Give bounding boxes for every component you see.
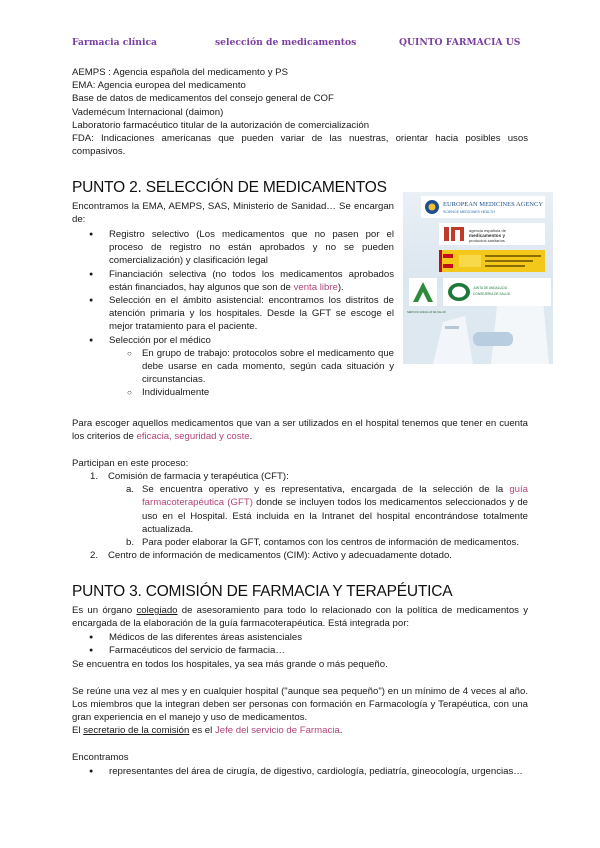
page-header <box>72 36 532 50</box>
sub-bullets <box>72 347 394 400</box>
list-text: Centro de información de medicamentos (CIM): Activo y adecuadamente dotado. <box>108 550 452 562</box>
abbreviations-list <box>72 66 528 158</box>
list-item <box>72 268 394 294</box>
section-title-punto2: PUNTO 2. SELECCIÓN DE MEDICAMENTOS <box>72 179 387 196</box>
list-item <box>72 644 528 657</box>
abbr-line: AEMPS : Agencia española del medicamento y PS <box>72 67 288 78</box>
bullet-text: Selección en el ámbito asistencial: encontramos los distritos de atención primaria y los hospitales. Desde la GFT se escoge el mejor tratamiento para el paciente. <box>109 295 394 333</box>
punto3-intro <box>72 604 528 630</box>
header-course: QUINTO FARMACIA US <box>399 37 521 48</box>
everywhere-paragraph: Se encuentra en todos los hospitales, ya sea más grande o más pequeño. <box>72 659 388 670</box>
sub-bullet-text: En grupo de trabajo: protocolos sobre el medicamento que debe usarse en cada momento, según cada situación y circunstancias. <box>142 347 394 386</box>
list-item <box>72 765 528 778</box>
process-intro: Participan en este proceso: <box>72 458 189 469</box>
list-item <box>72 386 394 399</box>
list-item <box>72 483 528 536</box>
paragraph-text: Para escoger aquellos medicamentos que van a ser utilizados en el hospital tenemos que tener en cuenta los criterios de <box>72 418 528 443</box>
junta-logo-text: CONSEJERÍA DE SALUD <box>473 292 511 296</box>
process-list <box>72 470 528 562</box>
sas-logo-caption: SERVICIO ANDALUZ DE SALUD <box>407 311 446 314</box>
paragraph-text: . <box>249 431 253 443</box>
found-heading: Encontramos <box>72 752 129 763</box>
list-item <box>72 536 528 549</box>
list-item <box>72 631 528 644</box>
abbr-line: Laboratorio farmacéutico titular de la autorización de comercialización <box>72 119 370 131</box>
list-text: donde se incluyen todos los medicamentos seleccionados y de uso en el Hospital. Está incluida en la Intranet del hospital encontrándose totalmente actualizada. <box>142 497 528 535</box>
ema-logo-tagline: SCIENCE MEDICINES HEALTH <box>443 210 495 214</box>
members-list <box>72 631 528 657</box>
list-text: Se encuentra operativo y es representativa, encargada de la selección de la <box>142 484 510 496</box>
paragraph-text: de asesoramiento para todo lo relacionado con la política de medicamentos y encargada de la elaboración de la guía farmacoterapéutica. Está integrada por: <box>72 605 528 630</box>
list-item <box>72 228 394 268</box>
highlight-text: eficacia, seguridad y coste <box>136 431 250 443</box>
underlined-text: secretario de la comisión <box>83 725 190 736</box>
list-item <box>72 334 394 400</box>
abbr-line: Base de datos de medicamentos del consejo general de COF <box>72 93 334 105</box>
aemps-logo-text: agencia española de <box>469 228 506 233</box>
punto2-intro: Encontramos la EMA, AEMPS, SAS, Ministerio de Sanidad… Se encargan de: <box>72 201 394 226</box>
aemps-logo-text: medicamentos y <box>469 233 505 238</box>
list-item <box>72 294 394 334</box>
list-letter: a. <box>126 484 135 496</box>
meetings-paragraph: Se reúne una vez al mes y en cualquier hospital ("aunque sea pequeño") en un mínimo de 4 veces al año. Los miembros que la integran deben ser personas con formación en Farmacología y Terapéutica, con una gran experiencia en el manejo y uso de medicamentos. <box>72 686 528 724</box>
paragraph-text: . <box>339 725 343 736</box>
list-item <box>72 347 394 387</box>
bullet-text: representantes del área de cirugía, de digestivo, cardiología, pediatría, gineocología, urgencias… <box>109 766 523 777</box>
sub-bullet-text: Individualmente <box>142 387 210 399</box>
highlight-text: Jefe del servicio de Farmacia <box>214 725 340 736</box>
list-number: 1. <box>90 471 99 482</box>
agency-logos-collage <box>403 192 553 364</box>
criteria-paragraph <box>72 417 528 443</box>
aemps-logo-text: productos sanitarios <box>469 238 505 243</box>
bullet-text: Financiación selectiva (no todos los medicamentos aprobados están financiados, hay algunos que son de <box>109 268 394 293</box>
paragraph-text: Es un órgano <box>72 605 137 616</box>
paragraph-text: El <box>72 725 84 736</box>
list-item <box>72 549 528 562</box>
junta-logo-text: JUNTA DE ANDALUCIA <box>473 286 508 290</box>
bullet-text: Farmacéuticos del servicio de farmacia… <box>109 645 285 657</box>
sub-list <box>108 483 528 549</box>
abbr-line: EMA: Agencia europea del medicamento <box>72 80 246 92</box>
bullet-text: Médicos de las diferentes áreas asistenciales <box>109 632 303 643</box>
paragraph-text: es el <box>189 725 215 736</box>
secretary-paragraph <box>72 724 528 737</box>
representatives-list <box>72 765 528 778</box>
abbr-line: Vademécum Internacional (daimon) <box>72 106 224 118</box>
list-number: 2. <box>90 550 99 562</box>
list-text: Comisión de farmacia y terapéutica (CFT): <box>108 471 289 482</box>
highlight-text: venta libre <box>293 281 338 293</box>
agency-logos-image <box>403 192 553 364</box>
underlined-text: colegiado <box>136 605 178 616</box>
header-subject: Farmacia clínica <box>72 37 158 48</box>
list-text: Para poder elaborar la GFT, contamos con los centros de información de medicamentos. <box>142 537 520 549</box>
header-topic: selección de medicamentos <box>215 37 357 48</box>
abbr-line: FDA: Indicaciones americanas que pueden variar de las nuestras, orientar hacia posibles usos compasivos. <box>72 133 528 158</box>
highlight-text: guía farmacoterapéutica (GFT) <box>142 484 528 509</box>
ema-logo-text: EUROPEAN MEDICINES AGENCY <box>443 201 544 208</box>
list-letter: b. <box>126 537 135 549</box>
list-item <box>72 470 528 549</box>
punto2-bullets <box>72 228 394 400</box>
bullet-text: Registro selectivo (Los medicamentos que no pasen por el proceso de registro no están aprobados y no se pueden comercialización) y clasificación legal <box>109 229 394 267</box>
bullet-text: Selección por el médico <box>109 334 211 346</box>
section-title-punto3: PUNTO 3. COMISIÓN DE FARMACIA Y TERAPÉUTICA <box>72 583 453 600</box>
bullet-text: ). <box>337 281 344 293</box>
